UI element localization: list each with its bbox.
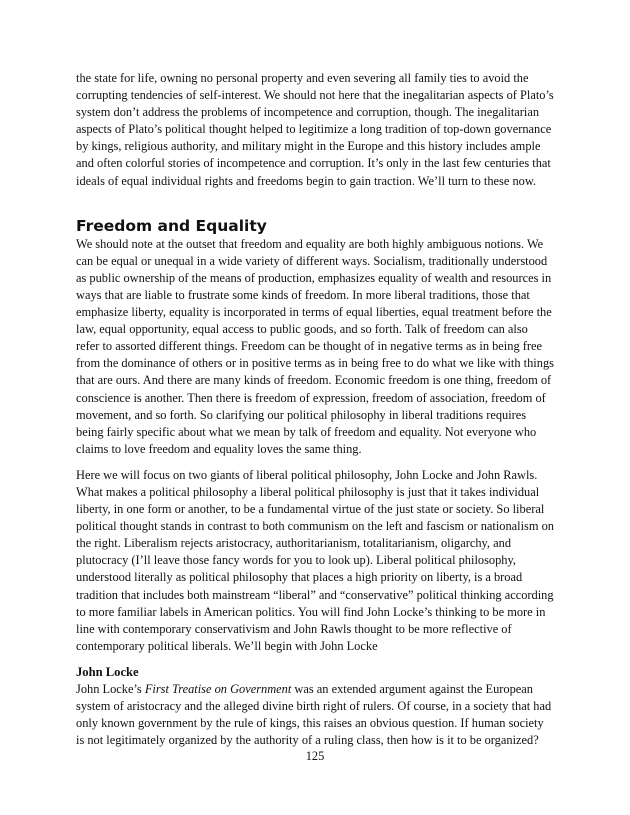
- paragraph-rest-text: was an extended argument against the European system of aristocracy and the alleged divine birth right of rulers. Of course, in a society that had only known government by the rule of kings, this raises an obvious question. If human society is not legitimately organized by the authority of a ruling class, then how is it to be organized?: [76, 681, 552, 748]
- freedom-equality-paragraph: We should note at the outset that freedom and equality are both highly ambiguous notions. We can be equal or unequal in a wide variety of different ways. Socialism, traditionally understood as public ownership of the means of production, emphasizes equality of wealth and resources in ways that are liable to frustrate some kinds of freedom. In more liberal traditions, those that emphasize liberty, equality is incorporated in terms of equal liberties, equal treatment before the law, equal opportunity, equal access to public goods, and so forth. Talk of freedom can also refer to assorted different things. Freedom can be thought of in negative terms as in being free from the dominance of others or in positive terms as in being free to do what we like with things that are ours. And there are many kinds of freedom. Economic freedom is one thing, freedom of conscience is another. Then there is freedom of expression, freedom of association, freedom of movement, and so forth. So clarifying our political philosophy in liberal traditions requires being fairly specific about what we mean by talk of freedom and equality. Not everyone who claims to love freedom and equality loves the same thing.: [76, 236, 554, 456]
- page-body: [76, 70, 554, 749]
- paragraph-lead-text: John Locke’s: [76, 681, 145, 696]
- section-heading: Freedom and Equality: [76, 216, 267, 235]
- john-locke-paragraph: [76, 681, 554, 749]
- liberal-philosophy-paragraph: Here we will focus on two giants of liberal political philosophy, John Locke and John Rawls. What makes a political philosophy a liberal political philosophy is just that it takes individual liberty, in one form or another, to be a fundamental virtue of the just state or society. So liberal political thought stands in contrast to both communism on the left and fascism or nationalism on the right. Liberalism rejects aristocracy, authoritarianism, totalitarianism, oligarchy, and plutocracy (I’ll leave those fancy words for you to look up). Liberal political philosophy, understood literally as political philosophy that places a high priority on liberty, is a broad tradition that includes both mainstream “liberal” and “conservative” political thinking according to more familiar labels in American politics. You will find John Locke’s thinking to be more in line with contemporary conservativism and John Rawls thought to be more reflective of contemporary political liberals. We’ll begin with John Locke: [76, 467, 555, 653]
- page-number: 125: [305, 749, 325, 763]
- subsection-heading: John Locke: [76, 664, 139, 679]
- book-title: First Treatise on Government: [144, 681, 292, 696]
- intro-paragraph: the state for life, owning no personal property and even severing all family ties to avoid the corrupting tendencies of self-interest. We should not here that the inegalitarian aspects of Plato’s system don’t address the problems of incompetence and corruption, though. The inegalitarian aspects of Plato’s political thought helped to legitimize a long tradition of top-down governance by kings, religious authority, and military might in the Europe and this history includes ample and often colorful stories of incompetence and corruption. It’s only in the last few centuries that ideals of equal individual rights and freedoms begin to gain traction. We’ll turn to these now.: [76, 71, 554, 188]
